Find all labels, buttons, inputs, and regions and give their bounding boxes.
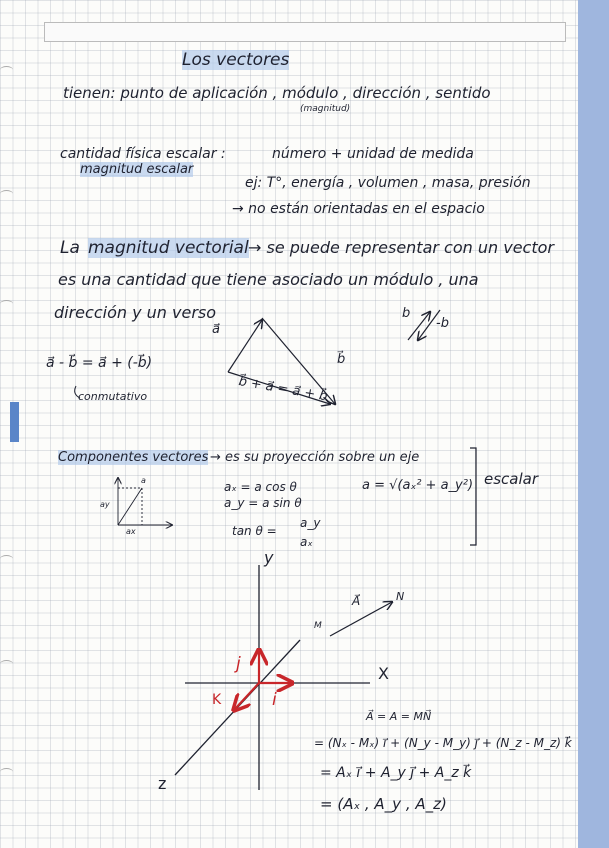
formula-4: = (Aₓ , A_y , A_z) (320, 795, 447, 813)
vector-line-3: dirección y un verso (54, 303, 217, 322)
modulo-note: (magnitud) (300, 104, 351, 114)
formula-1: A⃗ = A = MN⃗ (366, 710, 432, 723)
vector-line-1c: → se puede representar con un vector (248, 238, 554, 257)
vector-a-label: a⃗ (212, 322, 220, 337)
point-M-label: M (314, 621, 322, 631)
vector-MN (330, 602, 392, 636)
vector-minus-b-label: -b (436, 316, 449, 331)
magnitude-formula: a = √(aₓ² + a_y²) (362, 478, 474, 493)
scalar-note: → no están orientadas en el espacio (232, 201, 485, 217)
scalar-label-2: magnitud escalar (80, 162, 194, 177)
vector-triangle (228, 318, 335, 404)
mini-ax-label: ax (126, 527, 136, 536)
mini-component-diagram (118, 478, 172, 525)
scalar-label: cantidad física escalar : (60, 146, 226, 162)
vector-term: magnitud vectorial (88, 238, 249, 258)
vector-b-label: b⃗ (337, 352, 346, 367)
scalar-definition: número + unidad de medida (272, 146, 474, 162)
axis-y-label: y (264, 548, 274, 567)
tangent-numerator: a_y (300, 516, 321, 530)
point-N-label: N (396, 590, 405, 603)
component-ax-formula: aₓ = a cos θ (224, 480, 297, 494)
formula-3: = Aₓ i⃗ + A_y j⃗ + A_z k⃗ (320, 765, 472, 781)
vector-A-label: A⃗ (352, 594, 361, 608)
components-label: Componentes vectores (58, 450, 209, 465)
properties-line: tienen: punto de aplicación , módulo , dirección , sentido (63, 84, 491, 102)
unit-i-label: i (272, 690, 277, 710)
vector-sum-label: b⃗ + a⃗ = a⃗ + b⃗ (237, 374, 329, 405)
tangent-formula: tan θ = (232, 524, 277, 538)
commutative-equation: a⃗ - b⃗ = a⃗ + (-b⃗) (46, 355, 153, 371)
commutative-note: conmutativo (78, 390, 148, 403)
formula-2: = (Nₓ - Mₓ) i⃗ + (N_y - M_y) j⃗ + (N_z - M_z) k⃗ (314, 736, 572, 750)
opposite-vectors (408, 310, 440, 340)
mini-a-label: a (141, 476, 146, 485)
vector-line-2: es una cantidad que tiene asociado un módulo , una (58, 270, 479, 289)
brace-mark (75, 386, 80, 398)
bracket (470, 448, 476, 545)
scalar-word: escalar (484, 470, 539, 488)
vector-b-right-label: b (402, 306, 411, 321)
mini-ay-label: ay (100, 500, 110, 509)
axis-x-label: X (378, 664, 389, 683)
axes-3d (175, 565, 370, 790)
vector-line-1a: La (60, 238, 80, 258)
page-title: Los vectores (182, 50, 290, 70)
tangent-denominator: aₓ (300, 535, 313, 549)
unit-j-label: j (236, 654, 241, 674)
unit-k-label: K (212, 692, 222, 708)
scalar-examples: ej: T°, energía , volumen , masa, presión (245, 175, 531, 191)
axis-z-label: z (158, 774, 167, 793)
component-ay-formula: a_y = a sin θ (224, 496, 302, 510)
components-description: → es su proyección sobre un eje (210, 450, 420, 465)
